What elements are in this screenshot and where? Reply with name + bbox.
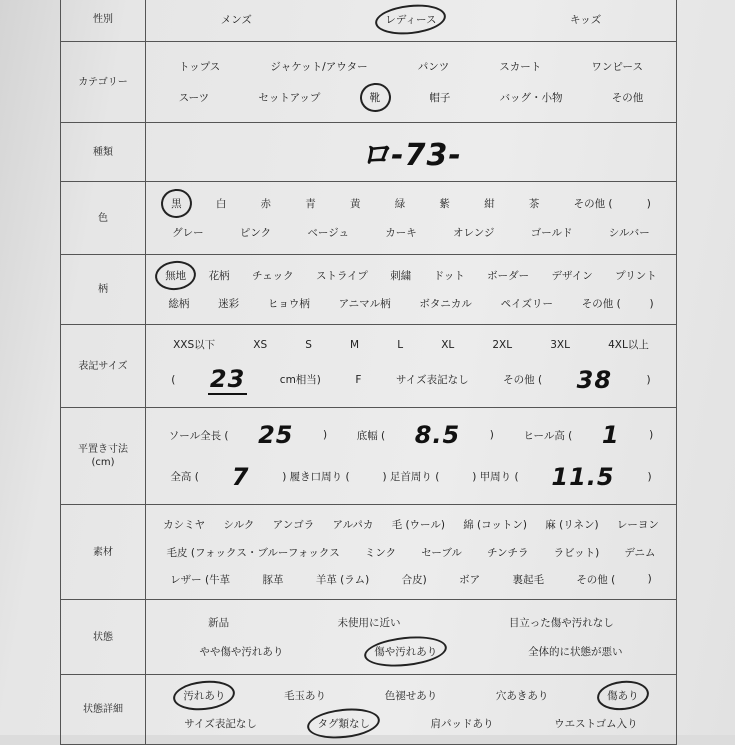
option[interactable]: 新品 bbox=[208, 616, 230, 629]
option[interactable]: セーブル bbox=[421, 546, 462, 559]
option[interactable]: ピンク bbox=[239, 227, 272, 239]
option[interactable]: スーツ bbox=[178, 92, 210, 105]
option[interactable]: オレンジ bbox=[453, 227, 495, 239]
option[interactable]: プリント bbox=[615, 270, 657, 282]
option[interactable]: XXS以下 bbox=[173, 339, 216, 352]
option[interactable]: 3XL bbox=[550, 338, 570, 351]
option-line bbox=[154, 12, 668, 27]
handwritten-value: 1 bbox=[601, 421, 620, 450]
option[interactable]: ) bbox=[647, 573, 652, 586]
option[interactable]: ) bbox=[489, 429, 494, 442]
option[interactable]: トップス bbox=[179, 60, 221, 73]
option[interactable]: ゴールド bbox=[530, 227, 573, 239]
row-label: カテゴリー bbox=[61, 42, 146, 122]
option[interactable]: バッグ・小物 bbox=[499, 92, 563, 105]
option[interactable]: ウエストゴム入り bbox=[554, 718, 638, 730]
option-line bbox=[154, 337, 668, 352]
option[interactable]: その他 ( bbox=[503, 374, 543, 387]
option[interactable]: ボア bbox=[459, 573, 481, 586]
option-line bbox=[154, 130, 668, 174]
option[interactable]: 毛玉あり bbox=[284, 690, 327, 702]
option[interactable]: ボーダー bbox=[487, 270, 530, 282]
option[interactable]: ペイズリー bbox=[500, 298, 554, 310]
option[interactable]: 底幅 ( bbox=[356, 429, 386, 442]
option[interactable]: cm相当) bbox=[279, 374, 321, 387]
option-line bbox=[154, 196, 668, 211]
option-line bbox=[154, 421, 668, 449]
option[interactable]: デザイン bbox=[551, 270, 593, 282]
selected-option[interactable]: タグ類なし bbox=[317, 718, 370, 730]
option[interactable]: レザー (牛革 bbox=[170, 573, 231, 586]
option[interactable]: F bbox=[355, 373, 362, 386]
option[interactable]: ( bbox=[171, 373, 176, 386]
option[interactable]: 花柄 bbox=[208, 270, 230, 282]
selected-option[interactable]: 汚れあり bbox=[183, 690, 226, 702]
option[interactable]: 裏起毛 bbox=[512, 573, 544, 586]
option[interactable]: パンツ bbox=[417, 60, 450, 73]
form-row bbox=[61, 325, 676, 408]
option-line bbox=[154, 365, 668, 395]
form-row bbox=[61, 505, 676, 600]
row-options bbox=[146, 325, 676, 407]
option[interactable]: 茶 bbox=[528, 198, 540, 210]
handwritten-value: 7 bbox=[231, 462, 250, 491]
option-line bbox=[154, 225, 668, 240]
option[interactable]: 青 bbox=[305, 198, 316, 210]
option[interactable]: メンズ bbox=[220, 14, 252, 26]
form-row bbox=[61, 0, 676, 42]
option[interactable]: 全高 ( bbox=[170, 471, 199, 484]
option-line bbox=[154, 268, 668, 283]
row-label: 素材 bbox=[61, 505, 146, 599]
option[interactable]: 穴あきあり bbox=[495, 690, 549, 702]
option[interactable]: 毛 (ウール) bbox=[391, 519, 445, 532]
option[interactable]: レーヨン bbox=[616, 519, 659, 532]
option[interactable]: その他 ( bbox=[573, 198, 613, 210]
option[interactable]: XL bbox=[441, 338, 455, 351]
row-label: 種類 bbox=[61, 123, 146, 181]
option[interactable]: 紺 bbox=[484, 198, 495, 210]
option[interactable]: サイズ表記なし bbox=[184, 718, 257, 730]
option[interactable]: 帽子 bbox=[429, 92, 451, 105]
selected-option[interactable]: 傷あり bbox=[607, 690, 639, 702]
row-options bbox=[146, 182, 676, 254]
selected-option[interactable]: 無地 bbox=[165, 270, 187, 282]
option[interactable]: M bbox=[350, 338, 360, 351]
option[interactable]: ワンピース bbox=[591, 60, 643, 73]
option[interactable]: ドット bbox=[433, 270, 465, 282]
selected-option[interactable]: 傷や汚れあり bbox=[374, 646, 438, 659]
option-line bbox=[154, 90, 668, 105]
form-row bbox=[61, 408, 676, 505]
form-row bbox=[61, 255, 676, 325]
option[interactable]: グレー bbox=[172, 227, 204, 239]
form-row bbox=[61, 600, 676, 675]
option[interactable]: セットアップ bbox=[258, 92, 321, 105]
row-options bbox=[146, 0, 676, 41]
option[interactable]: 黄 bbox=[349, 198, 361, 210]
option[interactable]: ラビット) bbox=[553, 546, 600, 559]
option[interactable]: 合皮) bbox=[401, 573, 427, 586]
option[interactable]: スカート bbox=[499, 60, 542, 73]
option[interactable]: その他 ( bbox=[581, 298, 621, 310]
option[interactable]: チェック bbox=[251, 270, 294, 282]
option[interactable]: 全体的に状態が悪い bbox=[528, 646, 623, 659]
handwritten-value: 38 bbox=[576, 365, 613, 394]
option[interactable]: 迷彩 bbox=[218, 298, 240, 310]
option[interactable]: ボタニカル bbox=[419, 298, 472, 310]
option[interactable]: ) bbox=[649, 429, 654, 442]
row-label: 表記サイズ bbox=[61, 325, 146, 407]
option-line bbox=[154, 644, 668, 659]
row-options bbox=[146, 600, 676, 674]
handwritten-value: 25 bbox=[258, 421, 294, 450]
option[interactable]: ストライプ bbox=[316, 270, 368, 282]
option-line bbox=[154, 517, 668, 532]
option[interactable]: 緑 bbox=[394, 198, 406, 210]
option[interactable]: キッズ bbox=[569, 14, 602, 26]
selected-option[interactable]: レディース bbox=[385, 14, 437, 26]
option[interactable]: アルパカ bbox=[332, 519, 374, 532]
option[interactable]: ) bbox=[647, 470, 652, 483]
option-line bbox=[154, 716, 668, 731]
option[interactable]: ヒール高 ( bbox=[523, 429, 573, 442]
option[interactable]: 目立った傷や汚れなし bbox=[508, 616, 614, 629]
option[interactable]: 未使用に近い bbox=[337, 616, 401, 629]
option[interactable]: 4XL以上 bbox=[608, 339, 649, 352]
option[interactable]: 2XL bbox=[492, 338, 513, 351]
handwritten-value: 23 bbox=[209, 364, 246, 393]
form-row bbox=[61, 123, 676, 182]
option[interactable]: 豚革 bbox=[262, 573, 284, 586]
option[interactable]: 羊革 (ラム) bbox=[315, 573, 370, 586]
row-label: 性別 bbox=[61, 0, 146, 41]
option[interactable]: その他 ( bbox=[576, 573, 616, 586]
row-label: 柄 bbox=[61, 255, 146, 324]
option[interactable]: 肩パッドあり bbox=[430, 718, 494, 730]
option[interactable]: XS bbox=[253, 338, 268, 351]
option[interactable]: カシミヤ bbox=[163, 519, 206, 532]
row-options bbox=[146, 255, 676, 324]
option[interactable]: 赤 bbox=[260, 198, 272, 210]
option[interactable]: ) bbox=[323, 429, 328, 442]
option[interactable]: 紫 bbox=[439, 198, 450, 210]
option[interactable]: ) 履き口周り ( bbox=[282, 471, 350, 484]
selected-option[interactable]: 黒 bbox=[171, 198, 182, 210]
option[interactable]: シルク bbox=[223, 519, 255, 532]
option-line bbox=[154, 572, 668, 587]
row-label: 状態 bbox=[61, 600, 146, 674]
option[interactable]: 色褪せあり bbox=[384, 690, 438, 702]
option[interactable]: ) 甲周り ( bbox=[472, 471, 519, 484]
row-options bbox=[146, 408, 676, 504]
handwritten-value: ロ-73- bbox=[360, 138, 462, 173]
option[interactable]: ) bbox=[649, 297, 654, 310]
option[interactable]: ジャケット/アウター bbox=[270, 60, 368, 73]
row-options bbox=[146, 42, 676, 122]
option[interactable]: サイズ表記なし bbox=[395, 374, 469, 387]
option[interactable]: デニム bbox=[624, 546, 656, 559]
option[interactable]: やや傷や汚れあり bbox=[199, 646, 284, 659]
handwritten-value: 8.5 bbox=[414, 421, 461, 450]
option[interactable]: ) 足首周り ( bbox=[382, 471, 440, 484]
option[interactable]: ベージュ bbox=[307, 227, 350, 239]
row-label: 色 bbox=[61, 182, 146, 254]
option[interactable]: その他 bbox=[611, 92, 644, 105]
option-line bbox=[154, 296, 668, 311]
option[interactable]: 白 bbox=[215, 198, 227, 210]
option[interactable]: 刺繍 bbox=[390, 270, 412, 282]
option[interactable]: 麻 (リネン) bbox=[545, 519, 599, 532]
row-options bbox=[146, 505, 676, 599]
option-line bbox=[154, 688, 668, 703]
row-options bbox=[146, 675, 676, 744]
option-line bbox=[154, 463, 668, 491]
option[interactable]: ) bbox=[646, 373, 651, 386]
option[interactable]: 綿 (コットン) bbox=[463, 519, 528, 532]
option[interactable]: ソール全長 ( bbox=[168, 429, 229, 442]
option[interactable]: カーキ bbox=[385, 227, 417, 239]
option[interactable]: ヒョウ柄 bbox=[267, 298, 310, 310]
option[interactable]: 総柄 bbox=[168, 298, 190, 310]
option[interactable]: L bbox=[397, 338, 404, 351]
option-line bbox=[154, 545, 668, 560]
row-label: 平置き寸法 (cm) bbox=[61, 408, 146, 504]
row-label: 状態詳細 bbox=[61, 675, 146, 744]
selected-option[interactable]: 靴 bbox=[369, 92, 381, 105]
option-line bbox=[154, 615, 668, 630]
option[interactable]: アニマル柄 bbox=[338, 298, 391, 310]
option[interactable]: 毛皮 (フォックス・ブルーフォックス bbox=[166, 546, 340, 559]
option[interactable]: チンチラ bbox=[487, 546, 529, 559]
option[interactable]: ミンク bbox=[364, 546, 397, 559]
option[interactable]: ) bbox=[646, 197, 651, 210]
option[interactable]: S bbox=[305, 338, 312, 351]
form-row bbox=[61, 182, 676, 255]
option-line bbox=[154, 59, 668, 74]
item-description-form bbox=[60, 0, 677, 745]
option[interactable]: アンゴラ bbox=[272, 519, 315, 532]
row-options bbox=[146, 123, 676, 181]
option[interactable]: シルバー bbox=[608, 227, 650, 239]
form-row bbox=[61, 42, 676, 123]
handwritten-value: 11.5 bbox=[551, 462, 615, 491]
